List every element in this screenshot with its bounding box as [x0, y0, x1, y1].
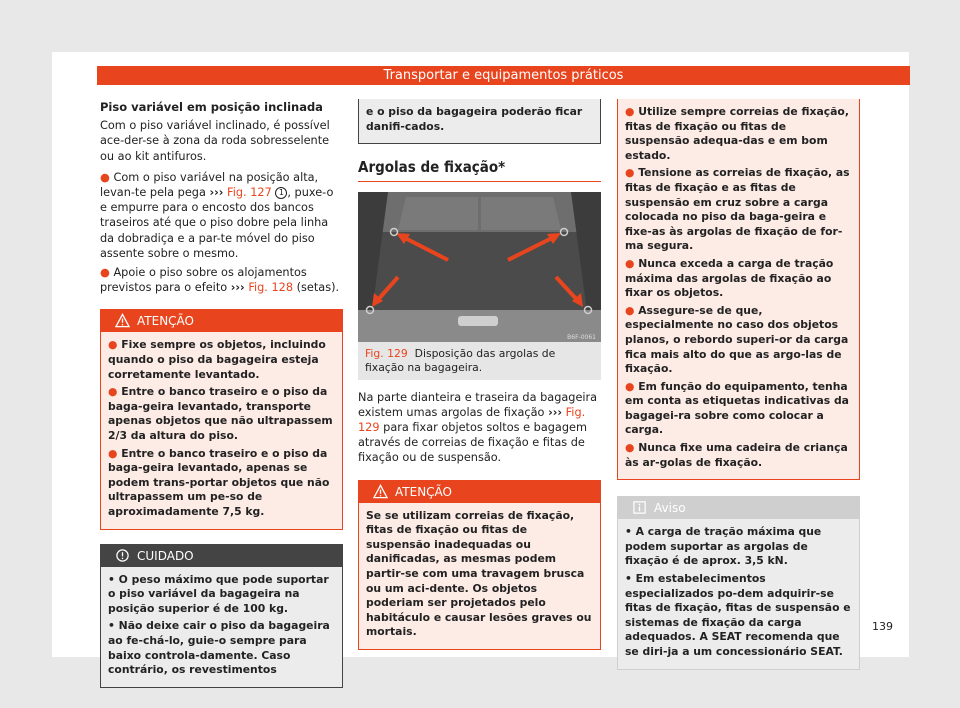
- caution-title: CUIDADO: [137, 548, 194, 563]
- bullet-icon: ●: [625, 441, 635, 455]
- warning-box: [358, 480, 601, 650]
- caution-body: [101, 567, 342, 687]
- trunk-illustration: [358, 192, 601, 342]
- warning-title: ATENÇÃO: [395, 484, 452, 499]
- caution-continuation: [358, 99, 601, 144]
- warning-item: [108, 338, 335, 382]
- ref-arrow: ›››: [209, 186, 224, 200]
- fig-link[interactable]: Fig. 128: [248, 281, 294, 295]
- note-item: • A carga de tração máxima que podem suportar as argolas de fixação é de aprox. 3,5 kN.: [625, 525, 822, 568]
- bullet-text: Apoie o piso sobre os alojamentos previstos para o efeito: [100, 266, 307, 295]
- warning-text: Assegure-se de que, especialmente no caso dos objetos planos, o rebordo superi-or da carga fica mais alto do que as argo-las de fixação.: [625, 303, 849, 376]
- warning-box: [100, 309, 343, 529]
- note-text: A carga de tração máxima que podem suportar as argolas de fixação é de aprox. 3,5 kN.: [625, 525, 822, 568]
- body-text: Na parte dianteira e traseira da bagageira existem umas argolas de fixação: [358, 390, 598, 419]
- warning-body: [359, 503, 600, 649]
- warning-text: Tensione as correias de fixação, as fitas de fixação e as fitas de suspensão em cruz sobre a carga colocada no piso da baga-geira e fixe-as às argolas de fixação de for-ma segura.: [625, 166, 850, 253]
- ref-arrow: ›››: [230, 281, 245, 295]
- column-1: [100, 100, 343, 688]
- caution-text: O peso máximo que pode suportar o piso variável da bagageira na posição superior é de 100 kg.: [108, 572, 329, 615]
- bullet-item: [100, 170, 343, 261]
- warning-item: [625, 441, 852, 470]
- caution-text: Não deixe cair o piso da bagageira ao fe-chá-lo, guie-o sempre para baixo controla-damente. Caso contrário, os revestimentos: [108, 619, 330, 677]
- fig-link[interactable]: Fig. 129: [358, 405, 586, 434]
- page-number: 139: [872, 620, 893, 633]
- bullet-text: (setas).: [293, 281, 340, 295]
- callout-number: 1: [275, 187, 287, 199]
- bullet-icon: ●: [108, 338, 118, 352]
- warning-text: Nunca exceda a carga de tração máxima das argolas de fixação ao fixar os objetos.: [625, 256, 834, 300]
- warning-header: [359, 481, 600, 503]
- warning-text: Utilize sempre correias de fixação, fitas de fixação ou fitas de suspensão adequa-das e em bom estado.: [625, 105, 849, 162]
- body-paragraph: [358, 390, 601, 466]
- warning-item: [108, 385, 335, 443]
- warning-text: Se se utilizam correias de fixação, fitas de fixação ou fitas de suspensão inadequadas ou danificadas, as mesmas podem partir-se com uma travagem brusca ou um aci-dente. Os objetos poderiam ser projetados pelo habitáculo e causar lesões graves ou mortais.: [366, 508, 592, 639]
- figure-129: [358, 192, 601, 342]
- bullet-text: Com o piso variável na posição alta, levan-te pela pega: [100, 170, 319, 200]
- warning-text: Entre o banco traseiro e o piso da baga-geira levantado, apenas se podem trans-portar objetos que não ultrapassem um pe-so de aproximadamente 7,5 kg.: [108, 446, 330, 518]
- warning-text: Fixe sempre os objetos, incluindo quando o piso da bagageira esteja corretamente levantado.: [108, 338, 326, 381]
- warning-title: ATENÇÃO: [137, 314, 194, 329]
- intro-paragraph: Com o piso variável inclinado, é possível ace-der-se à zona da roda sobresselente ou ao kit antifuros.: [100, 119, 330, 163]
- bullet-item: [100, 265, 343, 295]
- note-title: Aviso: [654, 501, 686, 516]
- figure-code: B6F-0061: [567, 334, 596, 342]
- bullet-icon: ●: [625, 379, 635, 393]
- bullet-icon: ●: [100, 170, 110, 184]
- page-header: Transportar e equipamentos práticos: [97, 66, 910, 85]
- info-icon: [632, 500, 647, 515]
- caution-item: • O peso máximo que pode suportar o piso variável da bagageira na posição superior é de 100 kg.: [108, 572, 329, 615]
- caption-text: Disposição das argolas de fixação na bagageira.: [365, 347, 556, 374]
- manual-page: [52, 52, 909, 677]
- note-text: Em estabelecimentos especializados po-dem adquirir-se fitas de fixação, fitas de suspensão e sistemas de fixação da carga adequados. A SEAT recomenda que se diri-ja a um concessionário SEAT.: [625, 572, 851, 658]
- bullet-icon: ●: [625, 303, 635, 317]
- bullet-icon: ●: [625, 166, 635, 180]
- note-box: [617, 496, 860, 669]
- note-header: [618, 497, 859, 519]
- warning-item: [108, 447, 335, 520]
- figure-label: Fig. 129: [365, 347, 408, 361]
- bullet-icon: ●: [100, 266, 110, 280]
- body-text: para fixar objetos soltos e bagagem através de correias de fixação e fitas de fixação ou de suspensão.: [358, 420, 587, 465]
- caution-box: [100, 544, 343, 688]
- note-body: [618, 519, 859, 668]
- warning-continuation: [617, 99, 860, 480]
- figure-caption: [358, 342, 601, 379]
- bullet-icon: ●: [625, 105, 635, 118]
- section-title: Argolas de fixação*: [358, 160, 601, 182]
- bullet-icon: ●: [108, 385, 118, 399]
- caution-text: e o piso da bagageira poderão ficar danifi-cados.: [366, 105, 583, 133]
- bullet-icon: ●: [108, 446, 118, 460]
- warning-item: [625, 257, 852, 301]
- warning-triangle-icon: [115, 313, 130, 328]
- column-3: [617, 100, 860, 670]
- section-heading: Piso variável em posição inclinada: [100, 100, 323, 114]
- note-item: • Em estabelecimentos especializados po-dem adquirir-se fitas de fixação, fitas de suspensão e sistemas de fixação da carga adequados. A SEAT recomenda que se diri-ja a um concessionário SEAT.: [625, 572, 851, 658]
- caution-item: • Não deixe cair o piso da bagageira ao fe-chá-lo, guie-o sempre para baixo controla-damente. Caso contrário, os revestimentos: [108, 619, 330, 677]
- warning-triangle-icon: [373, 484, 388, 499]
- warning-body: [101, 332, 342, 528]
- warning-text: Entre o banco traseiro e o piso da baga-geira levantado, transporte apenas objetos que não ultrapassem 2/3 da altura do piso.: [108, 385, 333, 442]
- warning-item: [625, 166, 852, 254]
- fig-link[interactable]: Fig. 127: [227, 186, 272, 200]
- ref-arrow: ›››: [548, 405, 563, 419]
- warning-header: [101, 310, 342, 332]
- warning-text: Nunca fixe uma cadeira de criança às ar-golas de fixação.: [625, 441, 848, 469]
- column-2: [358, 100, 601, 650]
- caution-circle-icon: [115, 548, 130, 563]
- bullet-icon: ●: [625, 256, 635, 270]
- caution-header: [101, 545, 342, 567]
- warning-item: [625, 105, 852, 163]
- bullet-text: , puxe-o e empurre para o encosto dos bancos traseiros até que o piso dobre pela linha da dobradiça e a par-te móvel do piso assente sobre o mesmo.: [100, 186, 334, 260]
- warning-item: [625, 380, 852, 438]
- warning-item: [625, 304, 852, 377]
- warning-text: Em função do equipamento, tenha em conta as etiquetas indicativas da bagagei-ra sobre como colocar a carga.: [625, 379, 849, 437]
